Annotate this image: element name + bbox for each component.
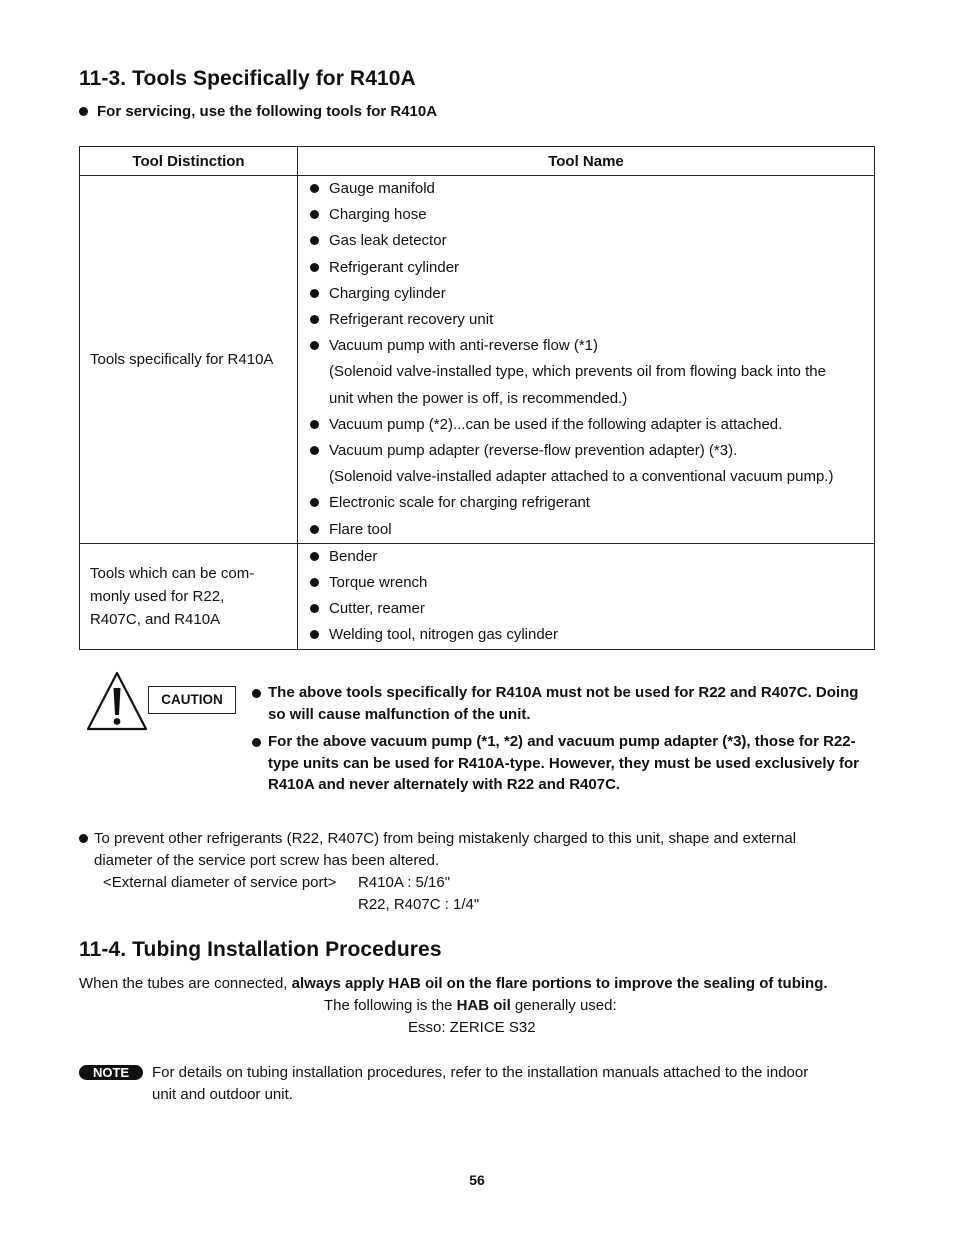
list-item-text: Gauge manifold (329, 180, 435, 197)
bullet-icon (310, 552, 319, 561)
service-port-paragraph (79, 828, 879, 872)
tubing-line2 (324, 995, 617, 1017)
list-item (310, 176, 864, 202)
tubing-line1-normal: When the tubes are connected, (79, 975, 292, 992)
service-port-value-r22: R22, R407C : 1/4" (358, 896, 480, 913)
bullet-icon (310, 498, 319, 507)
tool-list (310, 544, 864, 649)
caution-item-text: For the above vacuum pump (*1, *2) and vacuum pump adapter (*3), those for R22-type units can be used for R410A-type. However, they must be used exclusively for R410A and never alternately with R22 and R407C. (268, 733, 860, 794)
hab-oil-label: HAB oil (456, 997, 511, 1014)
bullet-icon (79, 834, 88, 843)
list-item (310, 255, 864, 281)
list-item (310, 438, 864, 464)
list-item-text: (Solenoid valve-installed adapter attached to a conventional vacuum pump.) (329, 468, 834, 486)
list-item (310, 202, 864, 228)
list-item-text: Refrigerant cylinder (329, 258, 460, 276)
bullet-icon (310, 341, 319, 350)
list-item (310, 596, 864, 622)
list-item (310, 281, 864, 307)
section-heading-tubing: 11-4. Tubing Installation Procedures (79, 938, 442, 961)
tools-table (79, 146, 875, 650)
header-tool-distinction: Tool Distinction (80, 147, 298, 176)
tubing-line1 (79, 973, 828, 995)
list-item-text: Charging hose (329, 206, 427, 224)
bullet-icon (310, 289, 319, 298)
tool-distinction-line: monly used for R22, (90, 587, 225, 605)
list-item (310, 307, 864, 333)
tubing-line2-b: generally used: (510, 997, 617, 1014)
list-item-text: (Solenoid valve-installed type, which prevents oil from flowing back into the (329, 363, 826, 381)
warning-triangle-icon (86, 671, 148, 731)
list-item (310, 544, 864, 570)
header-tool-name: Tool Name (298, 147, 875, 176)
tool-name-cell (298, 176, 875, 544)
tubing-line1-bold: always apply HAB oil on the flare portions to improve the sealing of tubing. (291, 975, 828, 992)
list-item-text: Vacuum pump adapter (reverse-flow prevention adapter) (*3). (329, 442, 738, 460)
bullet-icon (310, 315, 319, 324)
oil-product: Esso: ZERICE S32 (408, 1019, 536, 1036)
tool-distinction-cell (80, 543, 298, 649)
list-item-text: Vacuum pump (*2)...can be used if the following adapter is attached. (329, 415, 783, 433)
list-item-text: Torque wrench (329, 574, 428, 592)
caution-item-text: The above tools specifically for R410A must not be used for R22 and R407C. Doing so will cause malfunction of the unit. (268, 684, 859, 723)
list-item-text: Flare tool (329, 520, 392, 538)
list-item (310, 517, 864, 543)
page-number: 56 (469, 1172, 485, 1188)
list-item-text: unit when the power is off, is recommended.) (329, 389, 628, 407)
service-port-line (79, 828, 879, 850)
bullet-icon (252, 689, 261, 698)
table-row (80, 543, 875, 649)
list-item (310, 570, 864, 596)
note-text (152, 1062, 872, 1106)
list-item-text: Gas leak detector (329, 232, 447, 250)
tool-distinction-line: R407C, and R410A (90, 610, 221, 628)
caution-list (252, 682, 862, 802)
note-badge: NOTE (79, 1065, 143, 1080)
bullet-icon (79, 107, 88, 116)
bullet-icon (310, 525, 319, 534)
bullet-icon (310, 578, 319, 587)
table-header-row (80, 147, 875, 176)
bullet-icon (310, 210, 319, 219)
caution-label: CAUTION (148, 686, 236, 714)
list-item-text: Welding tool, nitrogen gas cylinder (329, 626, 559, 644)
bullet-icon (310, 263, 319, 272)
list-item (310, 490, 864, 516)
servicing-intro (79, 101, 437, 123)
list-item-continuation (310, 464, 864, 490)
tool-distinction-line: Tools which can be com- (90, 564, 255, 582)
tool-name-cell (298, 543, 875, 649)
bullet-icon (310, 236, 319, 245)
note-line1: For details on tubing installation procedures, refer to the installation manuals attached to the indoor (152, 1064, 809, 1081)
caution-item (252, 731, 862, 796)
list-item-text: Cutter, reamer (329, 600, 425, 618)
section-heading-tools: 11-3. Tools Specifically for R410A (79, 67, 416, 90)
list-item (310, 228, 864, 254)
tool-list (310, 176, 864, 543)
list-item-text: Refrigerant recovery unit (329, 311, 494, 329)
service-port-line1: To prevent other refrigerants (R22, R407C) from being mistakenly charged to this unit, shape and external (94, 830, 797, 847)
tubing-line2-a: The following is the (324, 997, 457, 1014)
service-port-label: <External diameter of service port> (103, 874, 337, 891)
service-port-line2: diameter of the service port screw has been altered. (94, 852, 440, 869)
bullet-icon (310, 184, 319, 193)
list-item-text: Electronic scale for charging refrigerant (329, 494, 590, 512)
list-item-text: Charging cylinder (329, 284, 446, 302)
tool-distinction-text: Tools specifically for R410A (90, 350, 274, 368)
bullet-icon (310, 630, 319, 639)
bullet-icon (310, 446, 319, 455)
tool-distinction-cell (80, 176, 298, 544)
bullet-icon (310, 420, 319, 429)
bullet-icon (310, 604, 319, 613)
list-item-text: Vacuum pump with anti-reverse flow (*1) (329, 337, 598, 355)
list-item-continuation (310, 359, 864, 385)
table-row (80, 176, 875, 544)
list-item-text: Bender (329, 547, 378, 565)
list-item (310, 333, 864, 359)
list-item (310, 622, 864, 648)
list-item (310, 412, 864, 438)
list-item-continuation (310, 386, 864, 412)
bullet-icon (252, 738, 261, 747)
note-line2: unit and outdoor unit. (152, 1086, 293, 1103)
servicing-intro-text: For servicing, use the following tools for R410A (97, 103, 438, 120)
service-port-value-r410a: R410A : 5/16" (358, 874, 451, 891)
caution-item (252, 682, 862, 725)
